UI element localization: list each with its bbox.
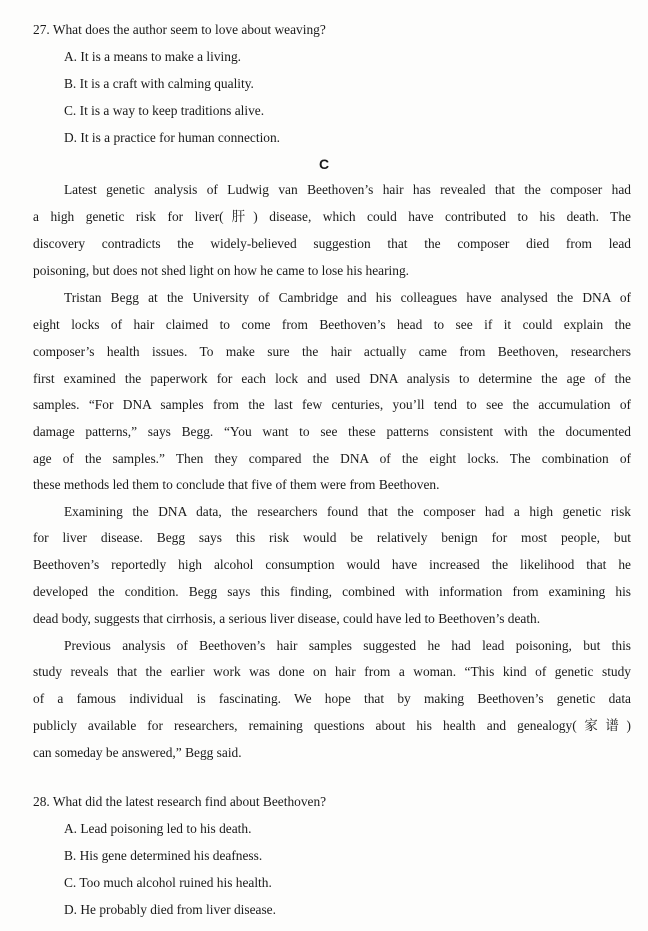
passage-line: a high genetic risk for liver(肝) disease, which could have contributed to his death. The	[33, 209, 631, 224]
question-27-option-d: D. It is a practice for human connection.	[64, 130, 281, 145]
passage-line: samples. “For DNA samples from the last few centuries, you’ll tend to see the accumulation of	[33, 397, 631, 412]
passage-line: Beethoven’s reportedly high alcohol consumption would have increased the likelihood that he	[33, 557, 631, 572]
passage-line: publicly available for researchers, remaining questions about his health and genealogy(家谱)	[33, 718, 631, 733]
passage-line: age of the samples.” Then they compared the DNA of the eight locks. The combination of	[33, 451, 631, 466]
question-28-option-a: A. Lead poisoning led to his death.	[64, 821, 252, 836]
passage-line: Previous analysis of Beethoven’s hair samples suggested he had lead poisoning, but this	[64, 638, 631, 653]
passage-line: study reveals that the earlier work was done on hair from a woman. “This kind of genetic study	[33, 664, 631, 679]
passage-line: eight locks of hair claimed to come from Beethoven’s head to see if it could explain the	[33, 317, 631, 332]
question-27-option-b: B. It is a craft with calming quality.	[64, 76, 254, 91]
passage-line: developed the condition. Begg says this finding, combined with information from examining his	[33, 584, 631, 599]
passage-line: first examined the paperwork for each lock and used DNA analysis to determine the age of the	[33, 371, 631, 386]
passage-line: for liver disease. Begg says this risk would be relatively benign for most people, but	[33, 530, 631, 545]
passage-line: dead body, suggests that cirrhosis, a serious liver disease, could have led to Beethoven’s death.	[33, 611, 541, 626]
passage-line: of a famous individual is fascinating. We hope that by making Beethoven’s genetic data	[33, 691, 631, 706]
passage-line: can someday be answered,” Begg said.	[33, 745, 242, 760]
passage-line: Latest genetic analysis of Ludwig van Beethoven’s hair has revealed that the composer had	[64, 182, 631, 197]
question-27-stem: 27. What does the author seem to love about weaving?	[33, 22, 326, 37]
passage-line: damage patterns,” says Begg. “You want to see these patterns consistent with the documented	[33, 424, 631, 439]
question-28-option-d: D. He probably died from liver disease.	[64, 902, 276, 917]
passage-line: composer’s health issues. To make sure the hair actually came from Beethoven, researchers	[33, 344, 631, 359]
question-27-option-c: C. It is a way to keep traditions alive.	[64, 103, 265, 118]
passage-line: Tristan Begg at the University of Cambridge and his colleagues have analysed the DNA of	[64, 290, 631, 305]
passage-line: poisoning, but does not shed light on how he came to lose his hearing.	[33, 263, 410, 278]
question-27-option-a: A. It is a means to make a living.	[64, 49, 242, 64]
question-28-stem: 28. What did the latest research find about Beethoven?	[33, 794, 327, 809]
section-letter: C	[318, 156, 330, 172]
question-28-option-c: C. Too much alcohol ruined his health.	[64, 875, 272, 890]
passage-line: these methods led them to conclude that five of them were from Beethoven.	[33, 477, 440, 492]
question-28-option-b: B. His gene determined his deafness.	[64, 848, 263, 863]
passage-line: Examining the DNA data, the researchers found that the composer had a high genetic risk	[64, 504, 631, 519]
passage-line: discovery contradicts the widely-believed suggestion that the composer died from lead	[33, 236, 631, 251]
